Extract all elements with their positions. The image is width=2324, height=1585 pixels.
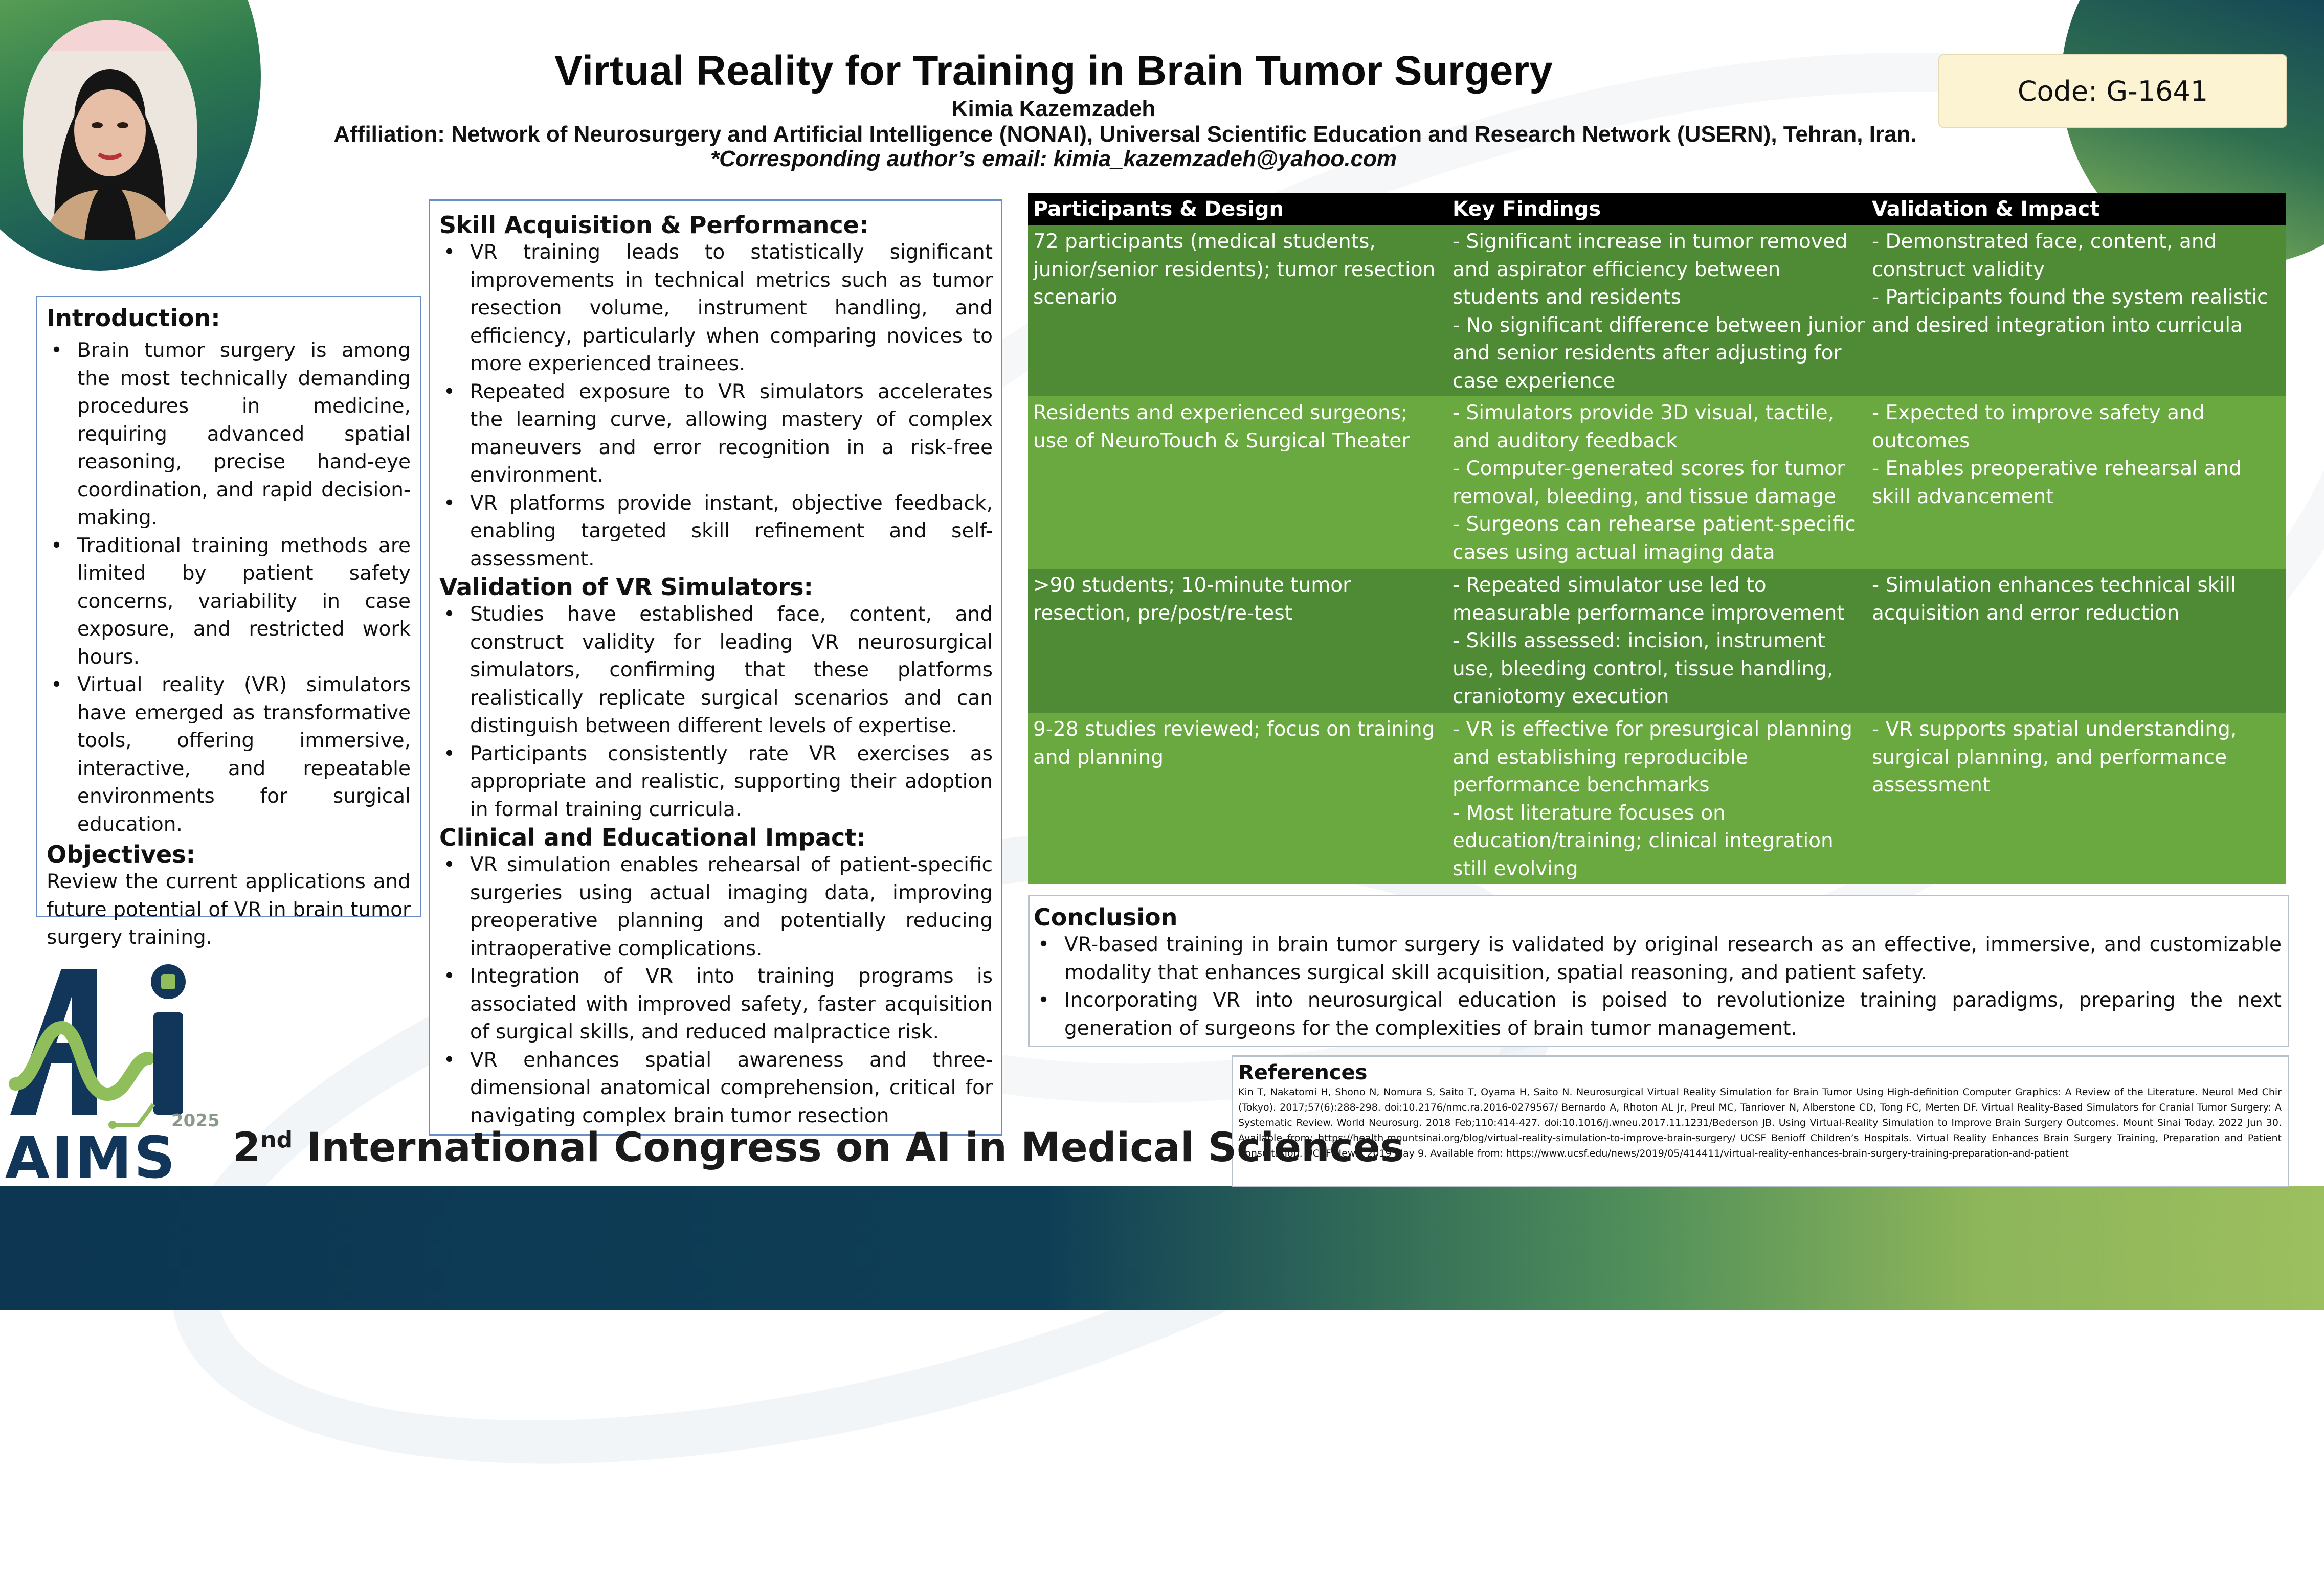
findings-panel: [429, 199, 1002, 1136]
list-item: • Brain tumor surgery is among the most technically demanding procedures in medicine, requiring advanced spatial reasoning, precise hand-eye coordination, and rapid decision-making.: [47, 337, 411, 532]
table-cell: - Repeated simulator use led to measurable performance improvement - Skills assessed: incision, instrument use, bleeding control, tissue handling, craniotomy execution: [1452, 574, 1845, 708]
list-item: • Virtual reality (VR) simulators have emerged as transformative tools, offering immersive, interactive, and repeatable environments for surgical education.: [47, 671, 411, 839]
list-item: • Repeated exposure to VR simulators accelerates the learning curve, allowing mastery of complex maneuvers and error recognition in a risk-free environment.: [439, 378, 993, 490]
author-photo: [23, 20, 197, 240]
introduction-list: [47, 337, 411, 839]
conclusion-panel: [1028, 895, 2289, 1047]
poster-title: Virtual Reality for Training in Brain Tumor Surgery: [554, 48, 1553, 94]
table-cell: >90 students; 10-minute tumor resection, pre/post/re-test: [1033, 574, 1351, 625]
congress-title: International Congress on AI in Medical Sciences: [293, 1125, 1404, 1171]
validation-heading: Validation of VR Simulators:: [439, 573, 813, 601]
corresponding-email: *Corresponding author’s email: kimia_kazemzadeh@yahoo.com: [710, 146, 1397, 171]
list-item: • VR enhances spatial awareness and three-dimensional anatomical comprehension, critical for navigating complex brain tumor resection: [439, 1047, 993, 1130]
table-cell: 72 participants (medical students, junior/senior residents); tumor resection scenario: [1033, 230, 1436, 309]
objectives-heading: Objectives:: [47, 841, 195, 868]
list-item: • VR simulation enables rehearsal of patient-specific surgeries using actual imaging data, improving preoperative planning and potentially reducing intraoperative complications.: [439, 851, 993, 963]
table-cell: - Demonstrated face, content, and construct validity - Participants found the system realistic and desired integration into curricula: [1872, 230, 2268, 337]
logo-year: 2025: [171, 1111, 220, 1131]
affiliation: Affiliation: Network of Neurosurgery and Artificial Intelligence (NONAI), Universal Scientific Education and Research Network (USERN), Tehran, Iran.: [333, 122, 1917, 147]
column-header: Key Findings: [1452, 197, 1601, 221]
table-cell: 9-28 studies reviewed; focus on training and planning: [1033, 718, 1435, 769]
list-item: • VR training leads to statistically significant improvements in technical metrics such as tumor resection volume, instrument handling, and efficiency, particularly when comparing novices to more experienced trainees.: [439, 239, 993, 378]
table-cell: - Expected to improve safety and outcomes - Enables preoperative rehearsal and skill advancement: [1872, 401, 2242, 508]
table-cell: - Simulators provide 3D visual, tactile, and auditory feedback - Computer-generated scores for tumor removal, bleeding, and tissue damage - Surgeons can rehearse patient-specific cases using actual imaging data: [1452, 401, 1856, 564]
objectives-text: Review the current applications and future potential of VR in brain tumor surgery training.: [47, 870, 411, 949]
congress-ordinal-suffix: nd: [260, 1127, 293, 1153]
introduction-heading: Introduction:: [47, 304, 220, 332]
poster-code-badge: Code: G-1641: [1938, 54, 2287, 128]
references-heading: References: [1238, 1061, 1368, 1084]
clinical-impact-list: [439, 851, 993, 1130]
congress-name: [233, 1125, 1404, 1171]
list-item: • Incorporating VR into neurosurgical education is poised to revolutionize training paradigms, preparing the next generation of surgeons for the complexities of brain tumor management.: [1034, 987, 2282, 1043]
table-row: [1028, 713, 2286, 884]
column-header: Participants & Design: [1033, 197, 1284, 221]
list-item: • VR-based training in brain tumor surgery is validated by original research as an effective, immersive, and customizable modality that enhances surgical skill acquisition, spatial reasoning, and patient safety.: [1034, 931, 2282, 987]
footer-band: [0, 1186, 2324, 1310]
aims-logo: [5, 956, 220, 1191]
table-cell: - Simulation enhances technical skill acquisition and error reduction: [1872, 574, 2236, 625]
list-item: • Participants consistently rate VR exercises as appropriate and realistic, supporting their adoption in formal training curricula.: [439, 740, 993, 824]
skill-acquisition-list: [439, 239, 993, 573]
table-row: [1028, 396, 2286, 569]
validation-list: [439, 601, 993, 824]
table-row: [1028, 569, 2286, 713]
conclusion-list: [1034, 931, 2282, 1043]
table-cell: - VR supports spatial understanding, surgical planning, and performance assessment: [1872, 718, 2237, 797]
list-item: • Integration of VR into training programs is associated with improved safety, faster acquisition of surgical skills, and reduced malpractice risk.: [439, 963, 993, 1047]
conclusion-heading: Conclusion: [1034, 903, 1178, 931]
evidence-table: [1028, 193, 2286, 884]
author-name: Kimia Kazemzadeh: [951, 96, 1156, 121]
table-cell: - VR is effective for presurgical planning and establishing reproducible performance benchmarks - Most literature focuses on education/training; clinical integration still evolving: [1452, 718, 1852, 880]
clinical-impact-heading: Clinical and Educational Impact:: [439, 824, 866, 851]
table-row: [1028, 225, 2286, 396]
table-cell: Residents and experienced surgeons; use of NeuroTouch & Surgical Theater: [1033, 401, 1410, 452]
table-cell: - Significant increase in tumor removed and aspirator efficiency between students and residents - No significant difference between junior and senior residents after adjusting for case experience: [1452, 230, 1865, 393]
column-header: Validation & Impact: [1872, 197, 2100, 221]
list-item: • VR platforms provide instant, objective feedback, enabling targeted skill refinement and self-assessment.: [439, 490, 993, 574]
logo-wordmark: AIMS: [5, 1125, 177, 1191]
congress-ordinal: 2: [233, 1125, 261, 1171]
list-item: • Studies have established face, content, and construct validity for leading VR neurosurgical simulators, confirming that these platforms realistically replicate surgical scenarios and can distinguish between different levels of expertise.: [439, 601, 993, 740]
list-item: • Traditional training methods are limited by patient safety concerns, variability in case exposure, and restricted work hours.: [47, 532, 411, 672]
skill-acquisition-heading: Skill Acquisition & Performance:: [439, 211, 869, 239]
references-text: Kin T, Nakatomi H, Shono N, Nomura S, Saito T, Oyama H, Saito N. Neurosurgical Virtual Reality Simulation for Brain Tumor Using High-definition Computer Graphics: A Review of the Literature. Neurol Med Chir (Tokyo). 2017;57(6):288-298. doi:10.2176/nmc.ra.2016-0279567/ Bernardo A, Rhoton AL Jr, Preul MC, Tanriover N, Alberstone CD, Tong FC, Merten DF. Virtual Reality-Based Simulators for Cranial Tumor Surgery: A Systematic Review. World Neurosurg. 2018 Feb;110:414-427. doi:10.1016/j.wneu.2017.11.1231/Bederson JB. Using Virtual-Reality Simulation to Improve Brain Surgery Outcomes. Mount Sinai Today. 2022 Jun 30. Available from: https://health.mountsinai.org/blog/virtual-reality-simulation-to-improve-brain-surgery/ UCSF Benioff Children’s Hospitals. Virtual Reality Enhances Brain Surgery Training, Preparation and Patient Consultation. UCSF News. 2019 May 9. Available from: https://www.ucsf.edu/news/2019/05/414411/virtual-reality-enhances-brain-surgery-training-preparation-and-patient: [1238, 1086, 2282, 1159]
table-header: [1028, 193, 2286, 225]
introduction-panel: [36, 296, 421, 949]
